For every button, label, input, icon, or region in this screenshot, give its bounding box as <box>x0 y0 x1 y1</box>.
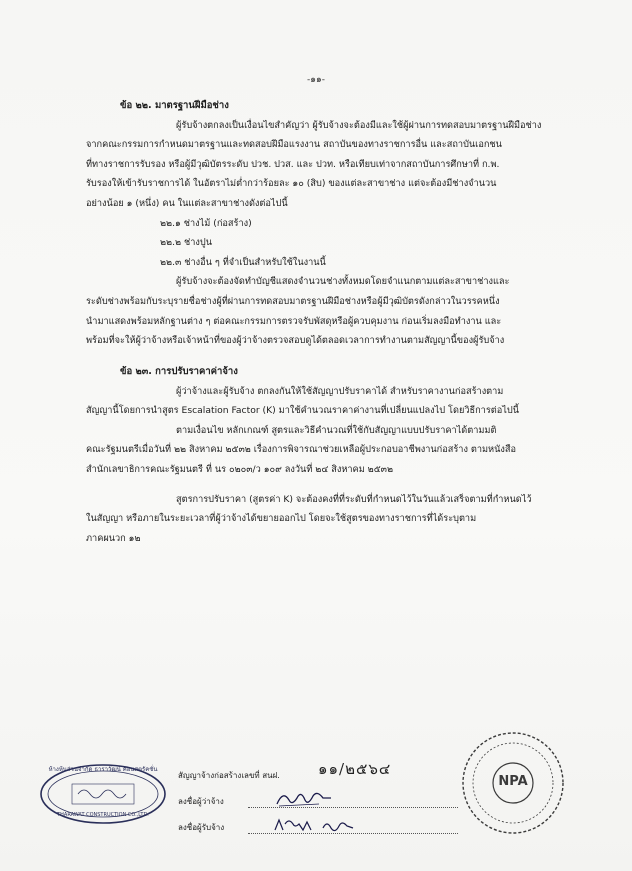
company-stamp-name-th: ห้างหุ้นส่วนจำกัด ธาราวัฒน์ คอนสตรัคชั่น <box>48 766 158 773</box>
section-23-line: คณะรัฐมนตรีเมื่อวันที่ ๒๒ สิงหาคม ๒๕๓๒ เรื่องการพิจารณาช่วยเหลือผู้ประกอบอาชีพงานก่อสร้าง ตามหนังสือ <box>86 444 516 456</box>
company-stamp <box>38 762 168 826</box>
section-22-line: อย่างน้อย ๑ (หนึ่ง) คน ในแต่ละสาขาช่างดังต่อไปนี้ <box>86 197 288 209</box>
contractor-signature-icon <box>273 814 363 836</box>
section-23 <box>56 362 581 548</box>
employer-signature-label: ลงชื่อผู้ว่าจ้าง <box>178 797 224 806</box>
section-23-line: ภาคผนวก ๑๒ <box>86 532 141 544</box>
section-22-line: ที่ทางราชการรับรอง หรือผู้มีวุฒิบัตรระดับ ปวช. ปวส. และ ปวท. หรือเทียบเท่าจากสถาบันการศึกษาที่ ก.พ. <box>86 158 500 170</box>
employer-signature-icon <box>273 788 333 810</box>
company-stamp-name-en: THARAWAT CONSTRUCTION CO.,LTD. <box>57 812 149 818</box>
section-22-item: ๒๒.๒ ช่างปูน <box>160 237 213 249</box>
section-23-heading: ข้อ ๒๓. การปรับราคาค่าจ้าง <box>120 366 238 377</box>
contract-number: ๑๑/๒๕๖๔ <box>318 760 392 778</box>
section-22-item: ๒๒.๓ ช่างอื่น ๆ ที่จำเป็นสำหรับใช้ในงานนี้ <box>160 256 326 268</box>
section-23-line: สูตรการปรับราคา (สูตรค่า K) จะต้องคงที่ที่ระดับที่กำหนดไว้ในวันแล้วเสร็จตามที่กำหนดไว้ <box>176 493 532 505</box>
contractor-signature-label: ลงชื่อผู้รับจ้าง <box>178 823 225 832</box>
section-23-line: ตามเงื่อนไข หลักเกณฑ์ สูตรและวิธีคำนวณที่ใช้กับสัญญาแบบปรับราคาได้ตามมติ <box>176 424 497 436</box>
contract-number-label: สัญญาจ้างก่อสร้างเลขที่ สนฝ. <box>178 771 280 780</box>
contract-number-row <box>178 760 468 786</box>
signature-block <box>178 760 468 838</box>
section-22-item: ๒๒.๑ ช่างไม้ (ก่อสร้าง) <box>160 217 252 229</box>
employer-signature-row <box>178 786 468 812</box>
section-23-line: ในสัญญา หรือภายในระยะเวลาที่ผู้ว่าจ้างได้ขยายออกไป โดยจะใช้สูตรของทางราชการที่ได้ระบุตาม <box>86 513 477 525</box>
section-22-line: นำมาแสดงพร้อมหลักฐานต่าง ๆ ต่อคณะกรรมการตรวจรับพัสดุหรือผู้ควบคุมงาน ก่อนเริ่มลงมือทำงาน และ <box>86 315 502 327</box>
section-23-line: สำนักเลขาธิการคณะรัฐมนตรี ที่ นร ๐๒๐๓/ว ๑๐๙ ลงวันที่ ๒๔ สิงหาคม ๒๕๓๒ <box>86 463 394 475</box>
contractor-signature-row <box>178 812 468 838</box>
section-22-heading: ข้อ ๒๒. มาตรฐานฝีมือช่าง <box>120 100 229 111</box>
npa-stamp <box>458 728 568 838</box>
section-22-line: ระดับช่างพร้อมกับระบุรายชื่อช่างผู้ที่ผ่านการทดสอบมาตรฐานฝีมือช่างหรือผู้มีวุฒิบัตรดังกล่าวในวรรคหนึ่ง <box>86 295 500 307</box>
page-number: -๑๑- <box>307 75 325 85</box>
npa-stamp-logo: NPA <box>498 774 528 789</box>
section-22-line: พร้อมที่จะให้ผู้ว่าจ้างหรือเจ้าหน้าที่ของผู้ว่าจ้างตรวจสอบดูได้ตลอดเวลาการทำงานตามสัญญานี้ของผู้รับจ้าง <box>86 335 505 347</box>
section-22-line: รับรองให้เข้ารับราชการได้ ในอัตราไม่ต่ำกว่าร้อยละ ๑๐ (สิบ) ของแต่ละสาขาช่าง แต่จะต้องมีช่างจำนวน <box>86 178 497 190</box>
section-23-line: ผู้ว่าจ้างและผู้รับจ้าง ตกลงกันให้ใช้สัญญาปรับราคาได้ สำหรับราคางานก่อสร้างตาม <box>176 385 504 397</box>
section-22-line: ผู้รับจ้างตกลงเป็นเงื่อนไขสำคัญว่า ผู้รับจ้างจะต้องมีและใช้ผู้ผ่านการทดสอบมาตรฐานฝีมือช่าง <box>176 119 542 131</box>
section-22-line: จากคณะกรรมการกำหนดมาตรฐานและทดสอบฝีมือแรงงาน สถาบันของทางราชการอื่น และสถาบันเอกชน <box>86 139 502 151</box>
section-22 <box>56 96 581 351</box>
section-22-line: ผู้รับจ้างจะต้องจัดทำบัญชีแสดงจำนวนช่างทั้งหมดโดยจำแนกตามแต่ละสาขาช่างและ <box>176 276 510 288</box>
section-23-line: สัญญานี้โดยการนำสูตร Escalation Factor (K) มาใช้คำนวณราคาค่างานที่เปลี่ยนแปลงไป โดยวิธีการต่อไปนี้ <box>86 405 519 417</box>
